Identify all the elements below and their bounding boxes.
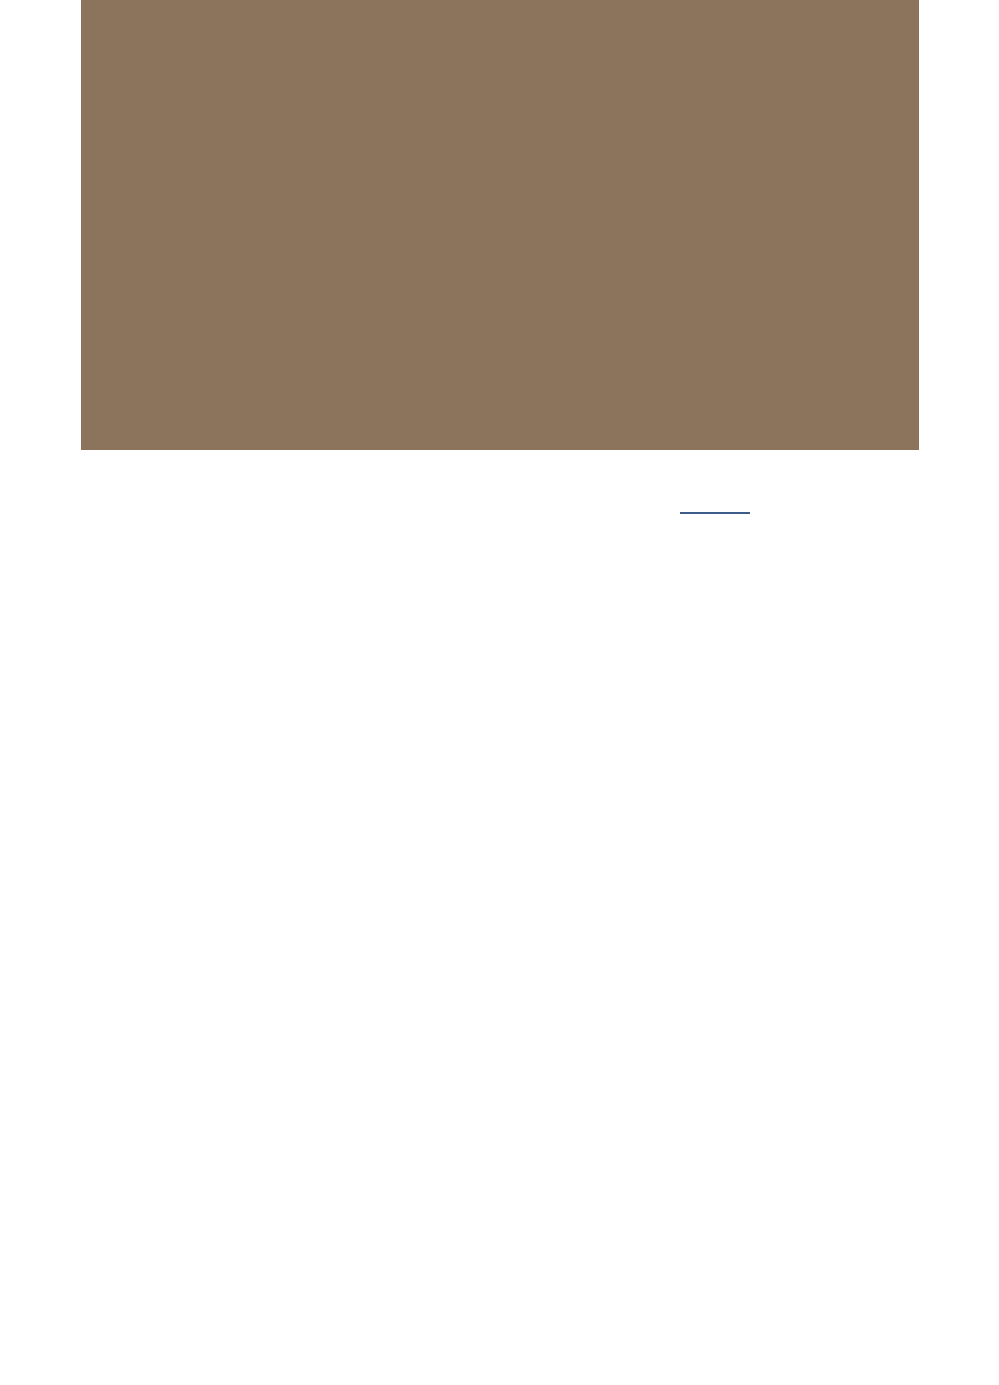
lace-photo <box>81 0 919 450</box>
wood-background <box>81 0 919 450</box>
notes-divider <box>680 512 750 514</box>
article-body <box>81 519 485 542</box>
paragraph-3 <box>81 519 485 542</box>
wavy-braid-photo <box>81 0 919 450</box>
